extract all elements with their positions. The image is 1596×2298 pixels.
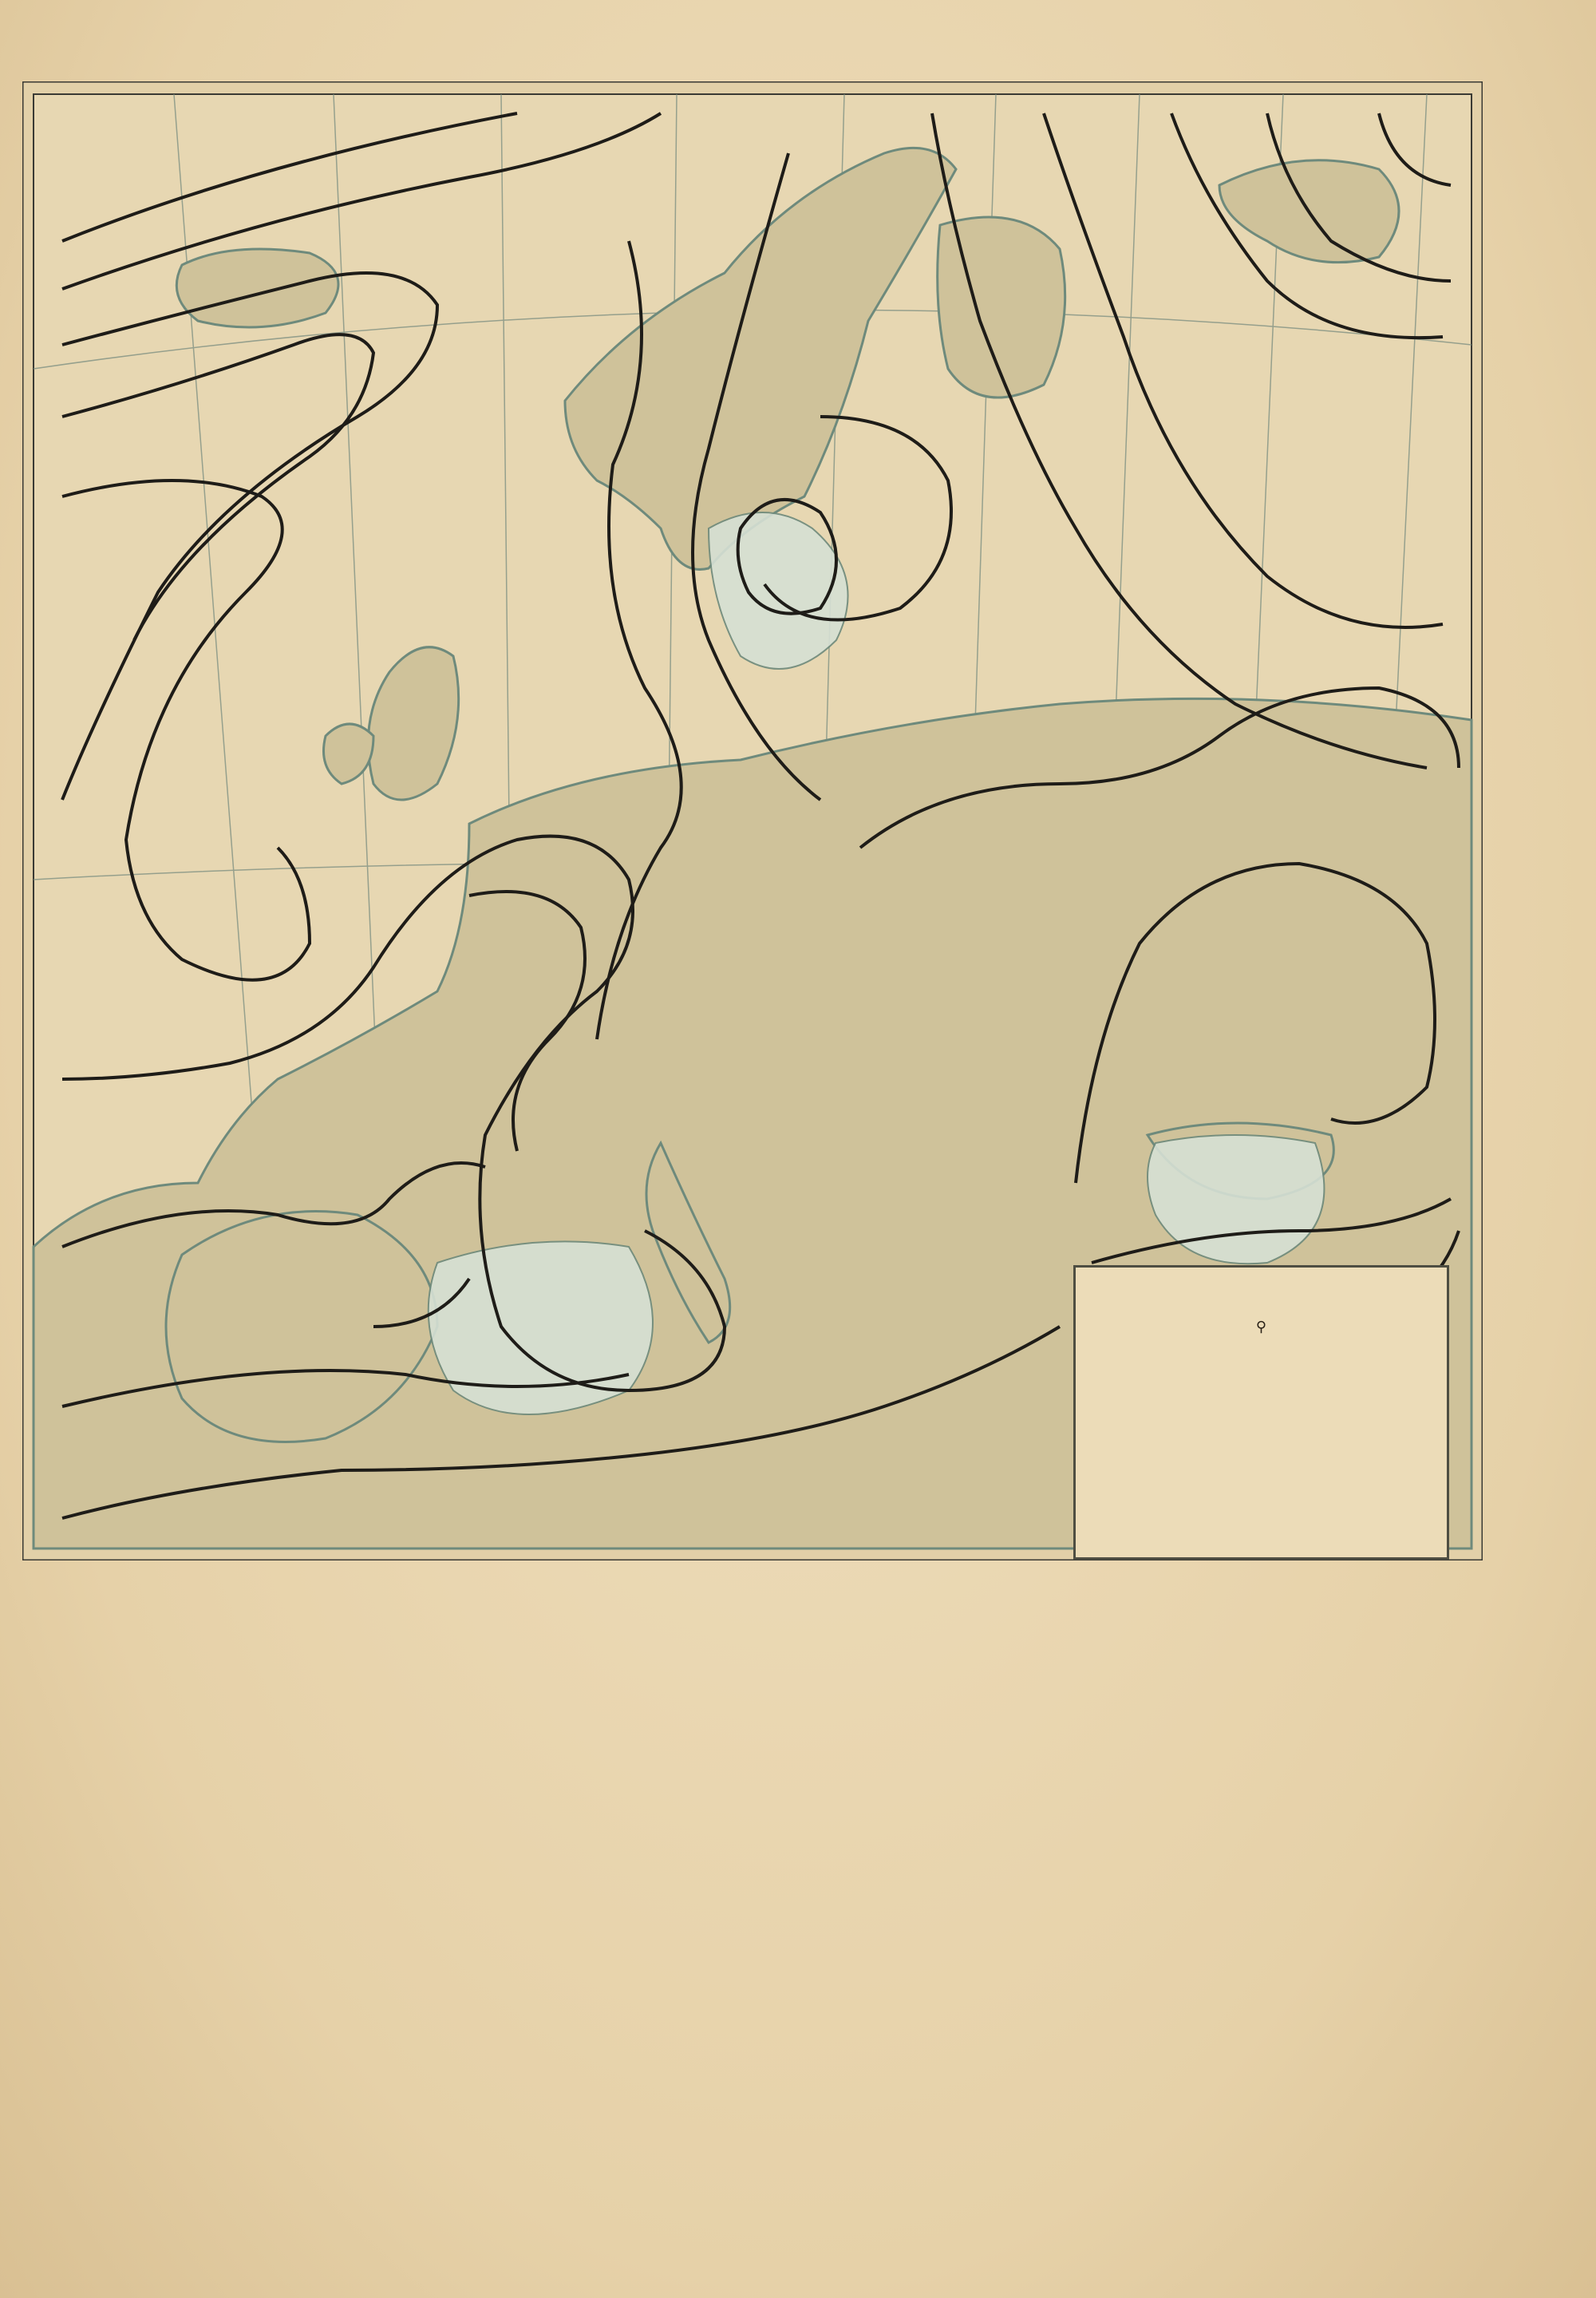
legend-scale	[1076, 1293, 1447, 1311]
iceland	[176, 249, 338, 327]
issue-info	[1105, 42, 1137, 77]
map-legend	[1073, 1265, 1449, 1560]
wind-arrow-icon: ⚲	[1255, 1319, 1267, 1335]
finland	[938, 217, 1065, 398]
western-mediterranean	[429, 1241, 653, 1414]
legend-wind-sample	[1076, 1319, 1447, 1335]
